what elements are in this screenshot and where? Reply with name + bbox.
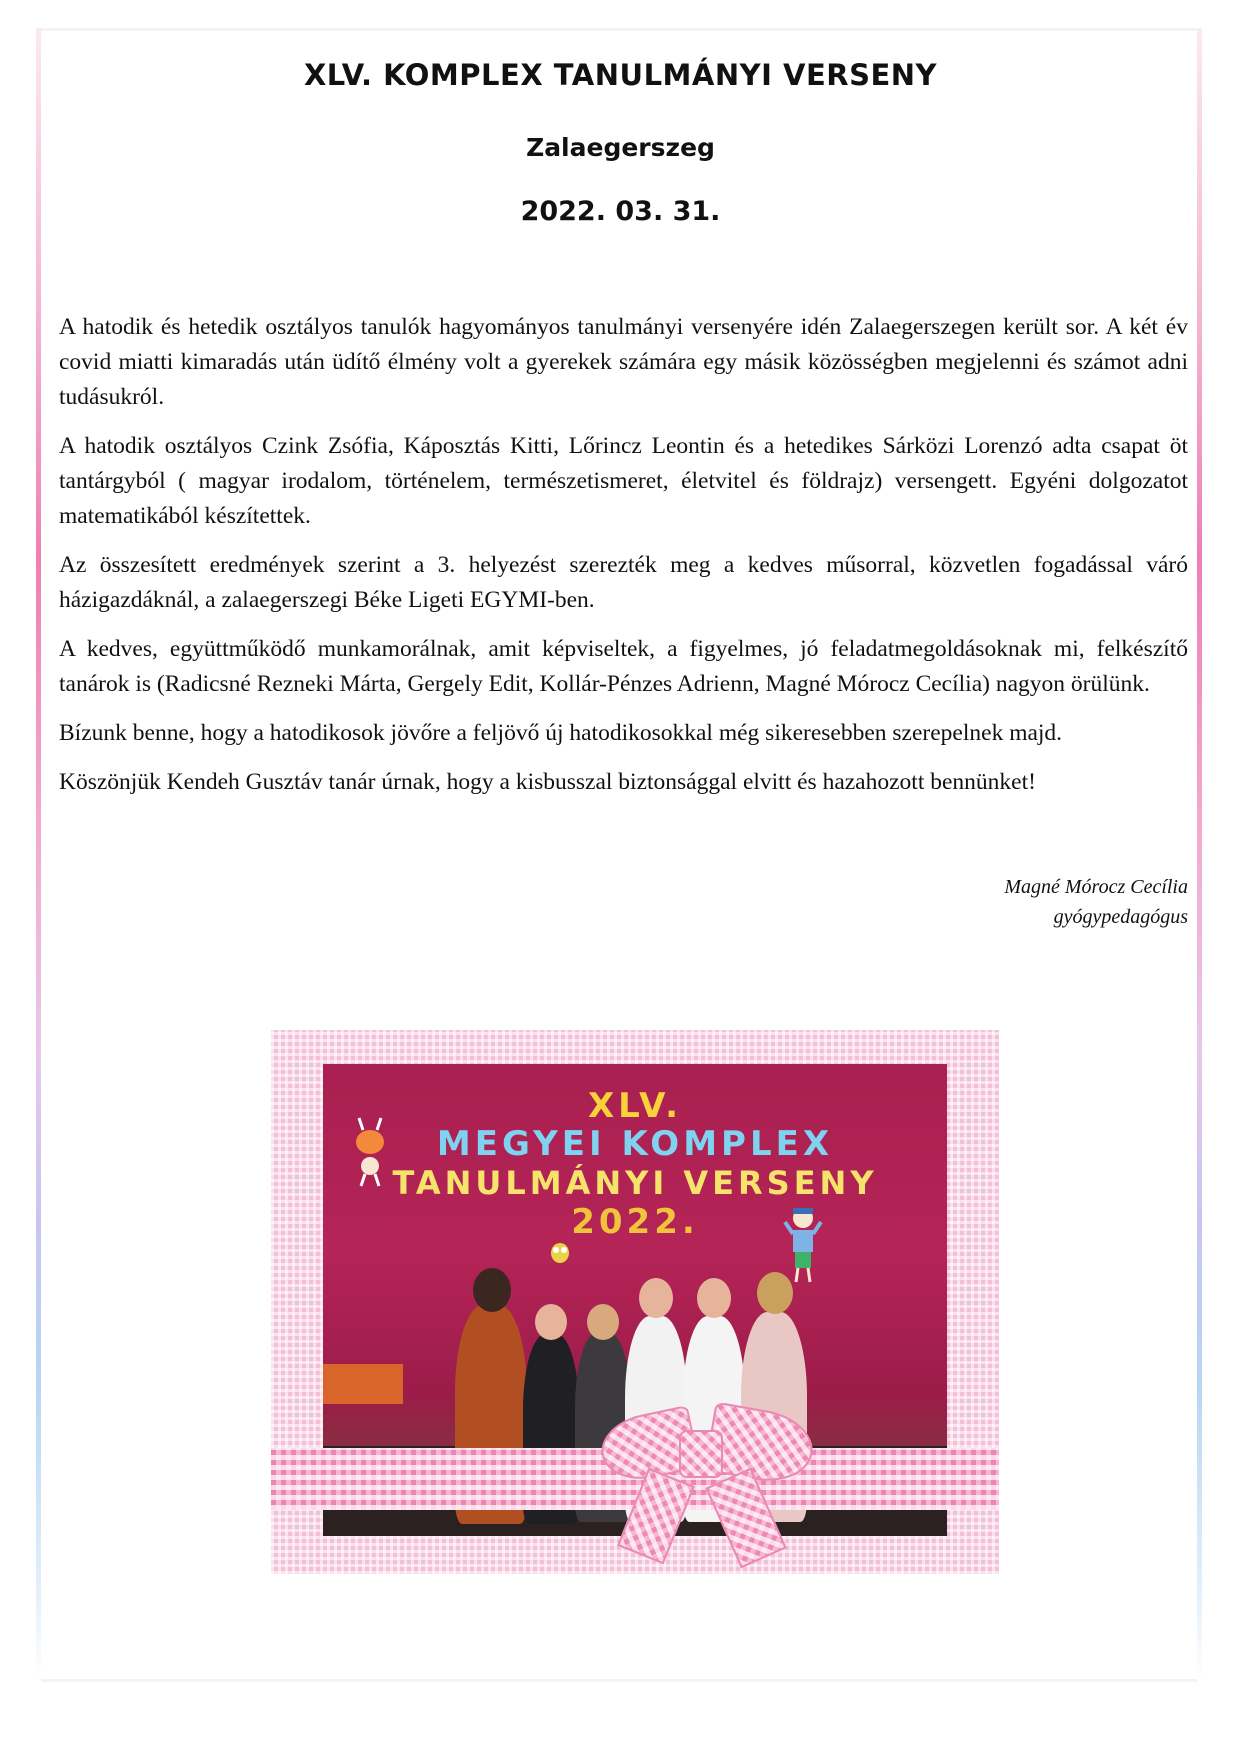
person-head [757,1272,793,1314]
banner-line: TANULMÁNYI VERSENY [392,1164,878,1202]
person-head [639,1278,673,1318]
banner-line: 2022. [571,1202,699,1242]
banner-line: MEGYEI KOMPLEX [436,1124,834,1164]
signature-name: Magné Mórocz Cecília [1004,876,1188,898]
photo-frame [271,1030,999,1574]
page-border-right [1197,28,1202,1682]
signature-role: gyógypedagógus [1053,906,1188,928]
person-head [535,1304,567,1340]
paragraph: Köszönjük Kendeh Gusztáv tanár úrnak, hogy a kisbusszal biztonsággal elvitt és hazahozott bennünket! [59,769,1036,795]
banner-line: XLV. [587,1086,683,1126]
person-head [697,1278,731,1318]
paragraph: A hatodik osztályos Czink Zsófia, Káposztás Kitti, Lőrincz Leontin és a hetedikes Sárközi Lorenzó adta csapat öt tantárgyból ( magyar irodalom, történelem, természetismeret, életvitel és földrajz) versengett. Egyéni dolgozatot matematikából készítettek. [59,433,1188,529]
table [323,1364,403,1404]
paragraph: Az összesített eredmények szerint a 3. helyezést szerezték meg a kedves műsorral, közvetlen fogadással váró házigazdáknál, a zalaegerszegi Béke Ligeti EGYMI-ben. [59,552,1188,613]
page-border-left [36,28,41,1682]
person-head [473,1268,511,1312]
cartoon-figure-left [353,1116,387,1188]
owl-decoration [549,1240,571,1264]
signature [1004,872,1188,932]
article-body [59,310,1188,814]
paragraph: A kedves, együttműködő munkamorálnak, amit képviseltek, a figyelmes, jó feladatmegoldásoknak mi, felkészítő tanárok is (Radicsné Rezneki Márta, Gergely Edit, Kollár-Pénzes Adrienn, Magné Mórocz Cecília) nagyon örülünk. [59,636,1188,697]
person-head [587,1304,619,1340]
paragraph: A hatodik és hetedik osztályos tanulók hagyományos tanulmányi versenyére idén Zalaegerszegen került sor. A két év covid miatti kimaradás után üdítő élmény volt a gyerekek számára egy másik közösségben megjelenni és számot adni tudásukról. [59,314,1188,410]
paragraph: Bízunk benne, hogy a hatodikosok jövőre a feljövő új hatodikosokkal még sikeresebben szerepelnek majd. [59,720,1063,746]
page-subtitle-city: Zalaegerszeg [526,133,715,162]
page-title: XLV. KOMPLEX TANULMÁNYI VERSENY [303,58,938,92]
cartoon-figure-right [783,1204,823,1284]
page-date: 2022. 03. 31. [520,196,721,227]
bow-knot [679,1430,723,1478]
